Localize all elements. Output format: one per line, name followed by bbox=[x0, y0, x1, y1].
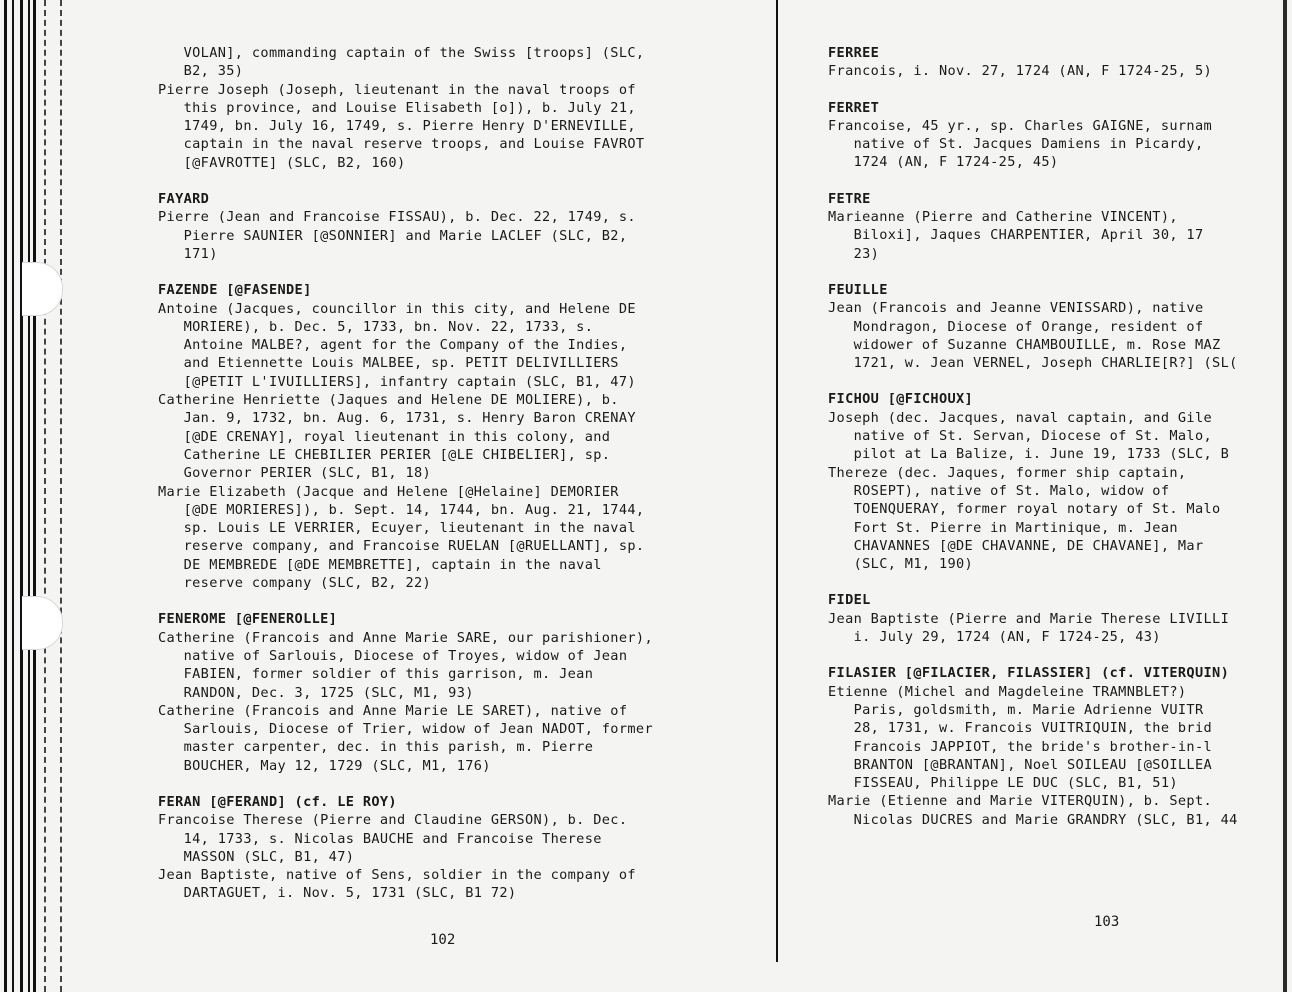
surname-heading: FAYARD bbox=[158, 191, 210, 208]
entry-line: MORIERE), b. Dec. 5, 1733, bn. Nov. 22, 1733, s. bbox=[158, 318, 594, 335]
surname-heading: FERRET bbox=[828, 99, 880, 116]
entry-line: i. July 29, 1724 (AN, F 1724-25, 43) bbox=[828, 629, 1161, 646]
entry-line: 171) bbox=[158, 245, 218, 262]
surname-heading: FENEROME [@FENEROLLE] bbox=[158, 611, 338, 628]
entry-line: native of Sarlouis, Diocese of Troyes, widow of Jean bbox=[158, 647, 628, 664]
surname-heading: FIDEL bbox=[828, 592, 871, 609]
surname-heading: FILASIER [@FILACIER, FILASSIER] (cf. VITERQUIN) bbox=[828, 665, 1230, 682]
entry-line: Catherine (Francois and Anne Marie SARE, our parishioner), bbox=[158, 629, 653, 646]
surname-heading: FEUILLE bbox=[828, 281, 888, 298]
entry-line: Jan. 9, 1732, bn. Aug. 6, 1731, s. Henry Baron CRENAY bbox=[158, 410, 636, 427]
entry-line: [@DE MORIERES]), b. Sept. 14, 1744, bn. Aug. 21, 1744, bbox=[158, 501, 645, 518]
punch-hole bbox=[22, 596, 63, 650]
entry-line: FISSEAU, Philippe LE DUC (SLC, B1, 51) bbox=[828, 775, 1178, 792]
entry-line: 1724 (AN, F 1724-25, 45) bbox=[828, 154, 1059, 171]
entry-line: Thereze (dec. Jaques, former ship captain, bbox=[828, 464, 1187, 481]
entry-line: Nicolas DUCRES and Marie GRANDRY (SLC, B1, 44 bbox=[828, 811, 1238, 828]
entry-line: 14, 1733, s. Nicolas BAUCHE and Francoise Therese bbox=[158, 830, 602, 847]
entry-line: Joseph (dec. Jacques, naval captain, and Gile bbox=[828, 409, 1213, 426]
entry-line: native of St. Jacques Damiens in Picardy, bbox=[828, 136, 1204, 153]
entry-line: Catherine (Francois and Anne Marie LE SARET), native of bbox=[158, 702, 628, 719]
entry-line: widower of Suzanne CHAMBOUILLE, m. Rose MAZ bbox=[828, 336, 1221, 353]
right-page-number: 103 bbox=[1094, 914, 1120, 930]
entry-line: DARTAGUET, i. Nov. 5, 1731 (SLC, B1 72) bbox=[158, 885, 517, 902]
entry-line: Jean Baptiste, native of Sens, soldier in the company of bbox=[158, 867, 636, 884]
entry-line: Biloxi], Jaques CHARPENTIER, April 30, 17 bbox=[828, 227, 1204, 244]
entry-line: MASSON (SLC, B1, 47) bbox=[158, 848, 355, 865]
entry-line: Francoise Therese (Pierre and Claudine GERSON), b. Dec. bbox=[158, 812, 628, 829]
entry-line: Pierre SAUNIER [@SONNIER] and Marie LACLEF (SLC, B2, bbox=[158, 227, 628, 244]
surname-heading: FAZENDE [@FASENDE] bbox=[158, 282, 312, 299]
entry-line: Francoise, 45 yr., sp. Charles GAIGNE, surnam bbox=[828, 117, 1213, 134]
surname-heading: FETRE bbox=[828, 190, 871, 207]
entry-line: 1721, w. Jean VERNEL, Joseph CHARLIE[R?] (SL( bbox=[828, 355, 1238, 372]
entry-line: Francois JAPPIOT, the bride's brother-in-l bbox=[828, 738, 1213, 755]
left-page bbox=[158, 44, 718, 903]
entry-line: captain in the naval reserve troops, and Louise FAVROT bbox=[158, 136, 645, 153]
entry-line: Marie (Etienne and Marie VITERQUIN), b. Sept. bbox=[828, 793, 1213, 810]
entry-line: CHAVANNES [@DE CHAVANNE, DE CHAVANE], Mar bbox=[828, 537, 1204, 554]
entry-line: FABIEN, former soldier of this garrison, m. Jean bbox=[158, 666, 594, 683]
entry-line: BOUCHER, May 12, 1729 (SLC, M1, 176) bbox=[158, 757, 491, 774]
surname-heading: FERREE bbox=[828, 45, 880, 61]
right-page bbox=[828, 44, 1283, 829]
entry-line: 23) bbox=[828, 245, 880, 262]
entry-line: native of St. Servan, Diocese of St. Malo, bbox=[828, 428, 1213, 445]
left-page-number: 102 bbox=[430, 932, 456, 948]
entry-line: DE MEMBREDE [@DE MEMBRETTE], captain in the naval bbox=[158, 556, 602, 573]
entry-line: (SLC, M1, 190) bbox=[828, 556, 974, 573]
surname-heading: FICHOU [@FICHOUX] bbox=[828, 391, 974, 408]
entry-line: reserve company, and Francoise RUELAN [@RUELLANT], sp. bbox=[158, 538, 645, 555]
entry-line: [@FAVROTTE] (SLC, B2, 160) bbox=[158, 154, 406, 171]
entry-line: [@PETIT L'IVUILLIERS], infantry captain (SLC, B1, 47) bbox=[158, 373, 636, 390]
entry-line: Marieanne (Pierre and Catherine VINCENT), bbox=[828, 209, 1178, 226]
entry-line: master carpenter, dec. in this parish, m. Pierre bbox=[158, 739, 594, 756]
scan-edge bbox=[1283, 0, 1287, 992]
entry-line: Paris, goldsmith, m. Marie Adrienne VUITR bbox=[828, 701, 1204, 718]
entry-line: Fort St. Pierre in Martinique, m. Jean bbox=[828, 519, 1178, 536]
surname-heading: FERAN [@FERAND] (cf. LE ROY) bbox=[158, 793, 397, 810]
page-divider bbox=[776, 0, 778, 962]
entry-line: Jean Baptiste (Pierre and Marie Therese LIVILLI bbox=[828, 610, 1230, 627]
entry-line: B2, 35) bbox=[158, 63, 244, 80]
entry-line: Marie Elizabeth (Jacque and Helene [@Helaine] DEMORIER bbox=[158, 483, 619, 500]
entry-line: Sarlouis, Diocese of Trier, widow of Jean NADOT, former bbox=[158, 721, 653, 738]
entry-line: and Etiennette Louis MALBEE, sp. PETIT DELIVILLIERS bbox=[158, 355, 619, 372]
entry-line: Antoine (Jacques, councillor in this city, and Helene DE bbox=[158, 300, 636, 317]
entry-line: RANDON, Dec. 3, 1725 (SLC, M1, 93) bbox=[158, 684, 474, 701]
entry-line: VOLAN], commanding captain of the Swiss [troops] (SLC, bbox=[158, 45, 645, 61]
entry-line: Etienne (Michel and Magdeleine TRAMNBLET?) bbox=[828, 683, 1187, 700]
entry-line: TOENQUERAY, former royal notary of St. Malo bbox=[828, 501, 1221, 518]
entry-line: 1749, bn. July 16, 1749, s. Pierre Henry D'ERNEVILLE, bbox=[158, 118, 636, 135]
entry-line: Governor PERIER (SLC, B1, 18) bbox=[158, 465, 432, 482]
entry-line: sp. Louis LE VERRIER, Ecuyer, lieutenant in the naval bbox=[158, 520, 636, 537]
entry-line: reserve company (SLC, B2, 22) bbox=[158, 575, 432, 592]
entry-line: ROSEPT), native of St. Malo, widow of bbox=[828, 482, 1170, 499]
entry-line: Antoine MALBE?, agent for the Company of the Indies, bbox=[158, 337, 628, 354]
entry-line: Pierre (Jean and Francoise FISSAU), b. Dec. 22, 1749, s. bbox=[158, 209, 636, 226]
entry-line: BRANTON [@BRANTAN], Noel SOILEAU [@SOILLEA bbox=[828, 756, 1213, 773]
punch-hole bbox=[22, 262, 63, 316]
entry-line: [@DE CRENAY], royal lieutenant in this colony, and bbox=[158, 428, 611, 445]
entry-line: Catherine Henriette (Jaques and Helene DE MOLIERE), b. bbox=[158, 392, 619, 409]
entry-line: Jean (Francois and Jeanne VENISSARD), native bbox=[828, 300, 1204, 317]
entry-line: Francois, i. Nov. 27, 1724 (AN, F 1724-25, 5) bbox=[828, 63, 1213, 80]
entry-line: pilot at La Balize, i. June 19, 1733 (SLC, B bbox=[828, 446, 1230, 463]
entry-line: Mondragon, Diocese of Orange, resident of bbox=[828, 318, 1204, 335]
entry-line: this province, and Louise Elisabeth [o]), b. July 21, bbox=[158, 99, 636, 116]
entry-line: 28, 1731, w. Francois VUITRIQUIN, the brid bbox=[828, 720, 1213, 737]
entry-line: Catherine LE CHEBILIER PERIER [@LE CHIBELIER], sp. bbox=[158, 446, 611, 463]
entry-line: Pierre Joseph (Joseph, lieutenant in the naval troops of bbox=[158, 81, 636, 98]
